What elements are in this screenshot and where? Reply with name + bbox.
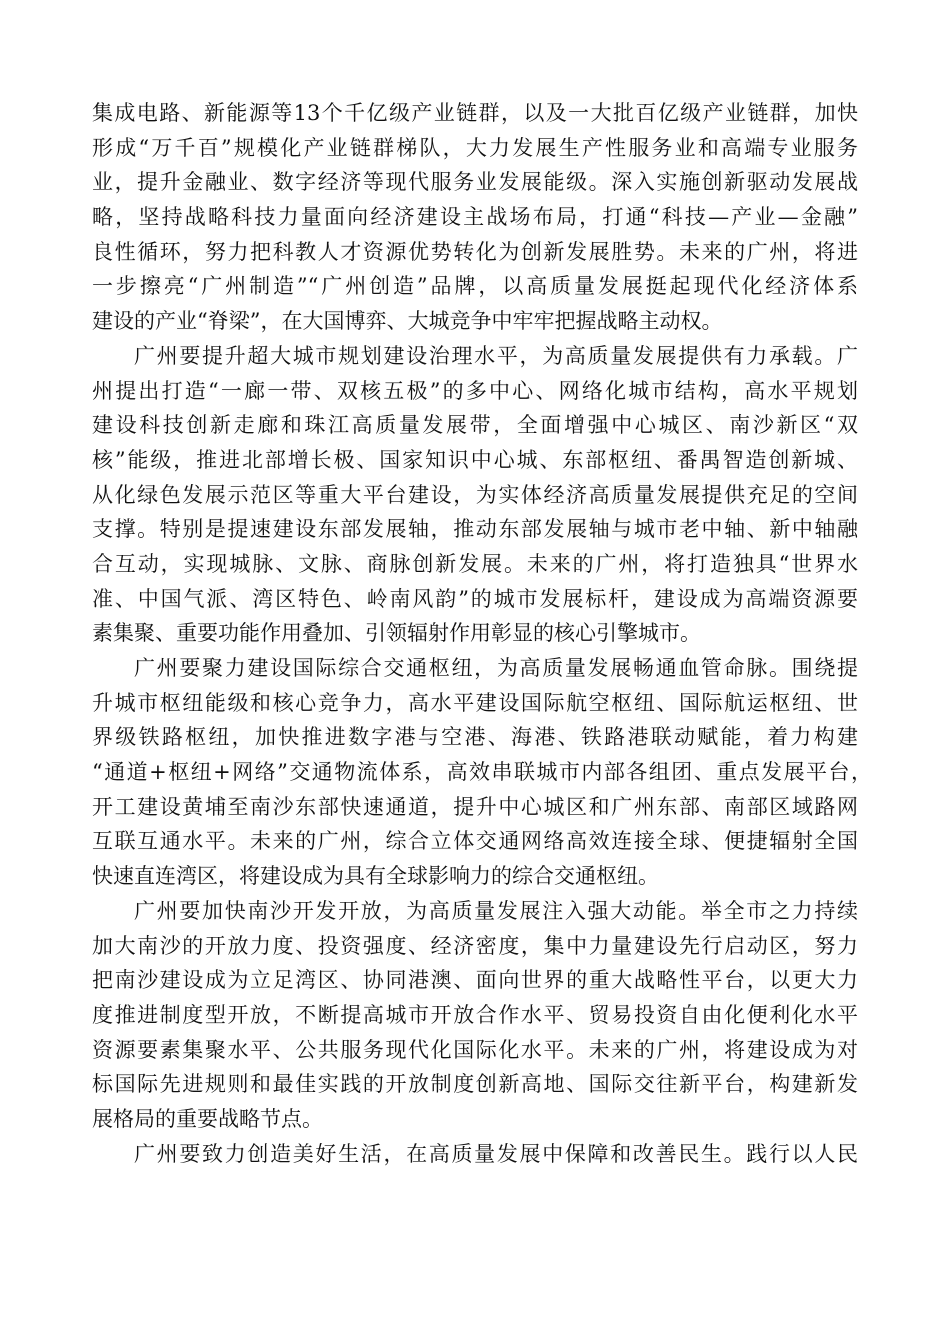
text-line: 支撑。特别是提速建设东部发展轴，推动东部发展轴与城市老中轴、新中轴融 <box>92 517 858 542</box>
text-line: 素集聚、重要功能作用叠加、引领辐射作用彰显的核心引擎城市。 <box>92 621 701 646</box>
text-line: 广州要致力创造美好生活，在高质量发展中保障和改善民生。践行以人民 <box>134 1141 858 1166</box>
text-line: 界级铁路枢纽，加快推进数字港与空港、海港、铁路港联动赋能，着力构建 <box>92 725 858 750</box>
paragraph-1 <box>92 96 872 339</box>
text-line: 资源要素集聚水平、公共服务现代化国际化水平。未来的广州，将建设成为对 <box>92 1037 858 1062</box>
text-line: 业，提升金融业、数字经济等现代服务业发展能级。深入实施创新驱动发展战 <box>92 170 858 195</box>
text-line: 广州要提升超大城市规划建设治理水平，为高质量发展提供有力承载。广 <box>134 343 858 368</box>
text-line: 良性循环，努力把科教人才资源优势转化为创新发展胜势。未来的广州，将进 <box>92 239 858 264</box>
paragraph-2 <box>92 339 872 651</box>
text-line: 从化绿色发展示范区等重大平台建设，为实体经济高质量发展提供充足的空间 <box>92 482 858 507</box>
text-line: “通道+枢纽+网络”交通物流体系，高效串联城市内部各组团、重点发展平台， <box>92 760 872 785</box>
paragraph-3 <box>92 651 872 894</box>
text-line: 准、中国气派、湾区特色、岭南风韵”的城市发展标杆，建设成为高端资源要 <box>92 586 858 611</box>
text-line: 合互动，实现城脉、文脉、商脉创新发展。未来的广州，将打造独具“世界水 <box>92 551 858 576</box>
document-page <box>92 96 872 1171</box>
paragraph-4 <box>92 894 872 1137</box>
text-line: 州提出打造“一廊一带、双核五极”的多中心、网络化城市结构，高水平规划 <box>92 378 858 403</box>
text-line: 广州要聚力建设国际综合交通枢纽，为高质量发展畅通血管命脉。围绕提 <box>134 656 858 680</box>
text-line: 度推进制度型开放，不断提高城市开放合作水平、贸易投资自由化便利化水平 <box>92 1002 858 1027</box>
text-line: 建设的产业“脊梁”，在大国博弈、大城竞争中牢牢把握战略主动权。 <box>92 309 723 334</box>
text-line: 形成“万千百”规模化产业链群梯队，大力发展生产性服务业和高端专业服务 <box>92 135 858 160</box>
text-line: 广州要加快南沙开发开放，为高质量发展注入强大动能。举全市之力持续 <box>134 898 858 923</box>
text-line: 标国际先进规则和最佳实践的开放制度创新高地、国际交往新平台，构建新发 <box>92 1072 858 1097</box>
text-line: 把南沙建设成为立足湾区、协同港澳、面向世界的重大战略性平台，以更大力 <box>92 968 858 993</box>
text-line: 建设科技创新走廊和珠江高质量发展带，全面增强中心城区、南沙新区“双 <box>92 413 858 438</box>
text-line: 互联互通水平。未来的广州，综合立体交通网络高效连接全球、便捷辐射全国 <box>92 829 858 854</box>
text-line: 集成电路、新能源等13个千亿级产业链群，以及一大批百亿级产业链群，加快 <box>92 101 858 125</box>
text-line: 开工建设黄埔至南沙东部快速通道，提升中心城区和广州东部、南部区域路网 <box>92 794 858 819</box>
text-line: 略，坚持战略科技力量面向经济建设主战场布局，打通“科技—产业—金融” <box>92 205 858 230</box>
text-line: 快速直连湾区，将建设成为具有全球影响力的综合交通枢纽。 <box>92 864 659 889</box>
text-line: 核”能级，推进北部增长极、国家知识中心城、东部枢纽、番禺智造创新城、 <box>92 447 858 472</box>
text-line: 加大南沙的开放力度、投资强度、经济密度，集中力量建设先行启动区，努力 <box>92 933 858 958</box>
paragraph-5 <box>92 1137 872 1172</box>
text-line: 展格局的重要战略节点。 <box>92 1106 323 1131</box>
text-line: 一步擦亮“广州制造”“广州创造”品牌，以高质量发展挺起现代化经济体系 <box>92 274 858 299</box>
text-line: 升城市枢纽能级和核心竞争力，高水平建设国际航空枢纽、国际航运枢纽、世 <box>92 690 858 715</box>
